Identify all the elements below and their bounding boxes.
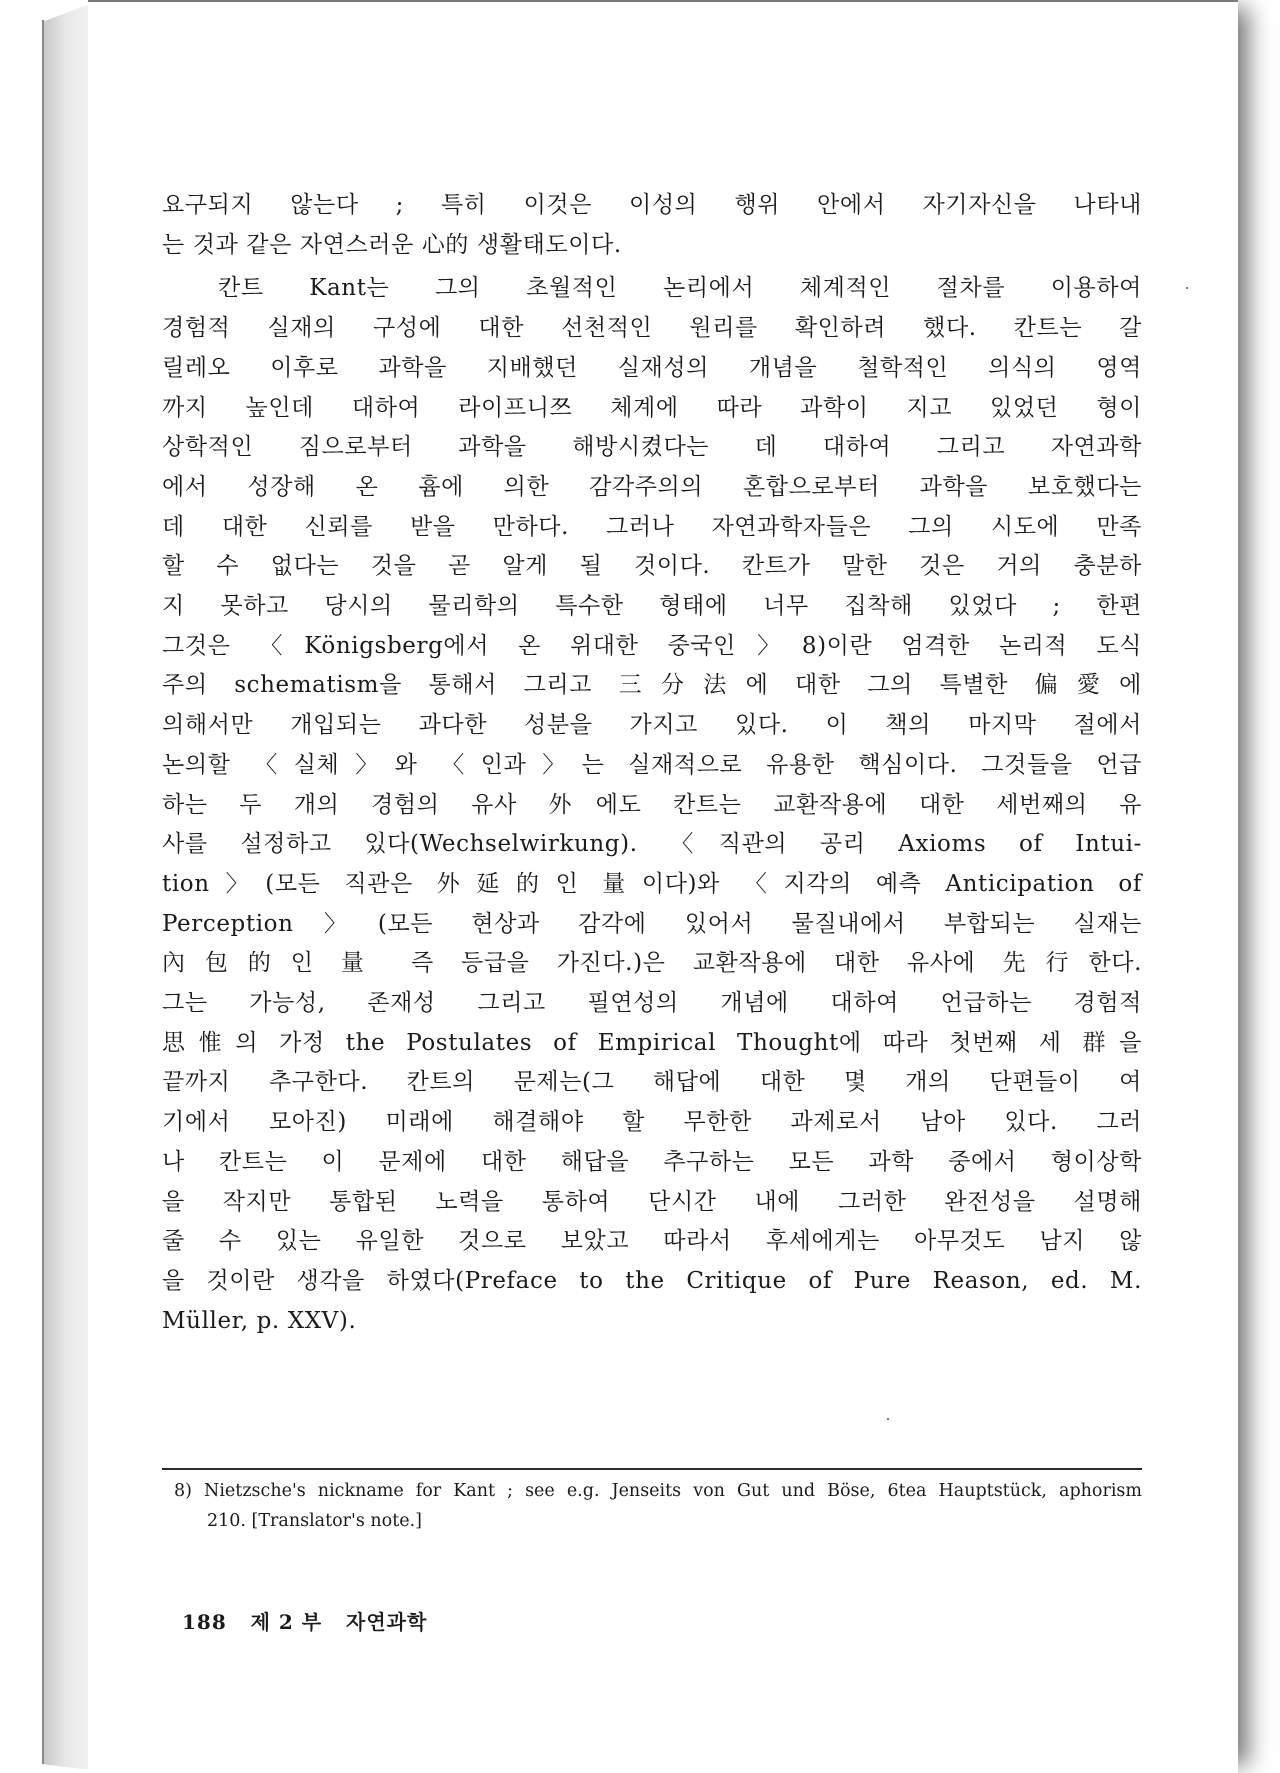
text-line: 의해서만 개입되는 과다한 성분을 가지고 있다. 이 책의 마지막 절에서: [162, 712, 1142, 739]
footnote-divider: [162, 1468, 1142, 1470]
text-line: 데 대한 신뢰를 받을 만하다. 그러나 자연과학자들은 그의 시도에 만족: [162, 513, 1142, 540]
text-line: 思惟의 가정 the Postulates of Empirical Thought에 따라 첫번째 세 群을: [162, 1029, 1142, 1056]
text-line: 을 작지만 통합된 노력을 통하여 단시간 내에 그러한 완전성을 설명해: [162, 1188, 1142, 1215]
text-line: Müller, p. XXV).: [162, 1307, 357, 1334]
text-line: tion〉(모든 직관은 外延的인 量이다)와 〈지각의 예측 Anticipation of: [162, 870, 1142, 897]
part-label: 제 2 부: [250, 1610, 323, 1634]
text-line: 까지 높인데 대하여 라이프니쯔 체계에 따라 과학이 지고 있었던 형이: [162, 394, 1142, 421]
text-line: Perception〉(모든 현상과 감각에 있어서 물질내에서 부합되는 실재는: [162, 910, 1142, 937]
page-footer: [182, 1606, 427, 1635]
page-number: 188: [182, 1610, 227, 1634]
text-line: 할 수 없다는 것을 곧 알게 될 것이다. 칸트가 말한 것은 거의 충분하: [162, 553, 1142, 580]
text-line: 그것은 〈Königsberg에서 온 위대한 중국인〉8)이란 엄격한 논리적 도식: [162, 632, 1142, 659]
text-line: 그는 가능성, 존재성 그리고 필연성의 개념에 대하여 언급하는 경험적: [162, 990, 1142, 1017]
section-label: 자연과학: [346, 1610, 428, 1634]
text-line: 줄 수 있는 유일한 것으로 보았고 따라서 후세에게는 아무것도 남지 않: [162, 1228, 1142, 1255]
text-line: 기에서 모아진) 미래에 해결해야 할 무한한 과제로서 남아 있다. 그러: [162, 1109, 1142, 1136]
text-line: 지 못하고 당시의 물리학의 특수한 형태에 너무 집착해 있었다 ; 한편: [162, 593, 1142, 620]
footnote-line: 8) Nietzsche's nickname for Kant ; see e.g. Jenseits von Gut und Böse, 6tea Hauptstück, aphorism: [174, 1481, 1142, 1501]
text-line: 는 것과 같은 자연스러운 心的 생활태도이다.: [162, 231, 622, 258]
print-speck: [887, 1418, 889, 1420]
text-line: 주의 schematism을 통해서 그리고 三分法에 대한 그의 특별한 偏愛에: [162, 672, 1142, 699]
footnote-line: 210. [Translator's note.]: [207, 1511, 422, 1531]
body-text: [162, 186, 1142, 1341]
text-line: 경험적 실재의 구성에 대한 선천적인 원리를 확인하려 했다. 칸트는 갈: [162, 315, 1142, 342]
text-line: 요구되지 않는다 ; 특히 이것은 이성의 행위 안에서 자기자신을 나타내: [162, 192, 1142, 218]
text-line: 內包的인 量 즉 등급을 가진다.)은 교환작용에 대한 유사에 先行한다.: [162, 950, 1142, 977]
text-line: 사를 설정하고 있다(Wechselwirkung). 〈직관의 공리 Axioms of Intui-: [162, 831, 1142, 858]
print-speck: [1186, 287, 1188, 289]
text-line: 상학적인 짐으로부터 과학을 해방시켰다는 데 대하여 그리고 자연과학: [162, 434, 1142, 461]
book-spine: [42, 4, 90, 1770]
text-line: 하는 두 개의 경험의 유사 外에도 칸트는 교환작용에 대한 세번째의 유: [162, 791, 1142, 818]
text-line: 을 것이란 생각을 하였다(Preface to the Critique of Pure Reason, ed. M.: [162, 1267, 1142, 1294]
text-line: 나 칸트는 이 문제에 대한 해답을 추구하는 모든 과학 중에서 형이상학: [162, 1148, 1142, 1175]
text-line: 릴레오 이후로 과학을 지배했던 실재성의 개념을 철학적인 의식의 영역: [162, 354, 1142, 381]
text-line: 칸트 Kant는 그의 초월적인 논리에서 체계적인 절차를 이용하여: [218, 275, 1142, 302]
text-line: 논의할 〈실체〉와 〈인과〉는 실재적으로 유용한 핵심이다. 그것들을 언급: [162, 751, 1142, 778]
footnote: [174, 1476, 1142, 1536]
text-line: 에서 성장해 온 흄에 의한 감각주의의 혼합으로부터 과학을 보호했다는: [162, 473, 1142, 500]
text-line: 끝까지 추구한다. 칸트의 문제는(그 해답에 대한 몇 개의 단편들이 여: [162, 1069, 1142, 1096]
